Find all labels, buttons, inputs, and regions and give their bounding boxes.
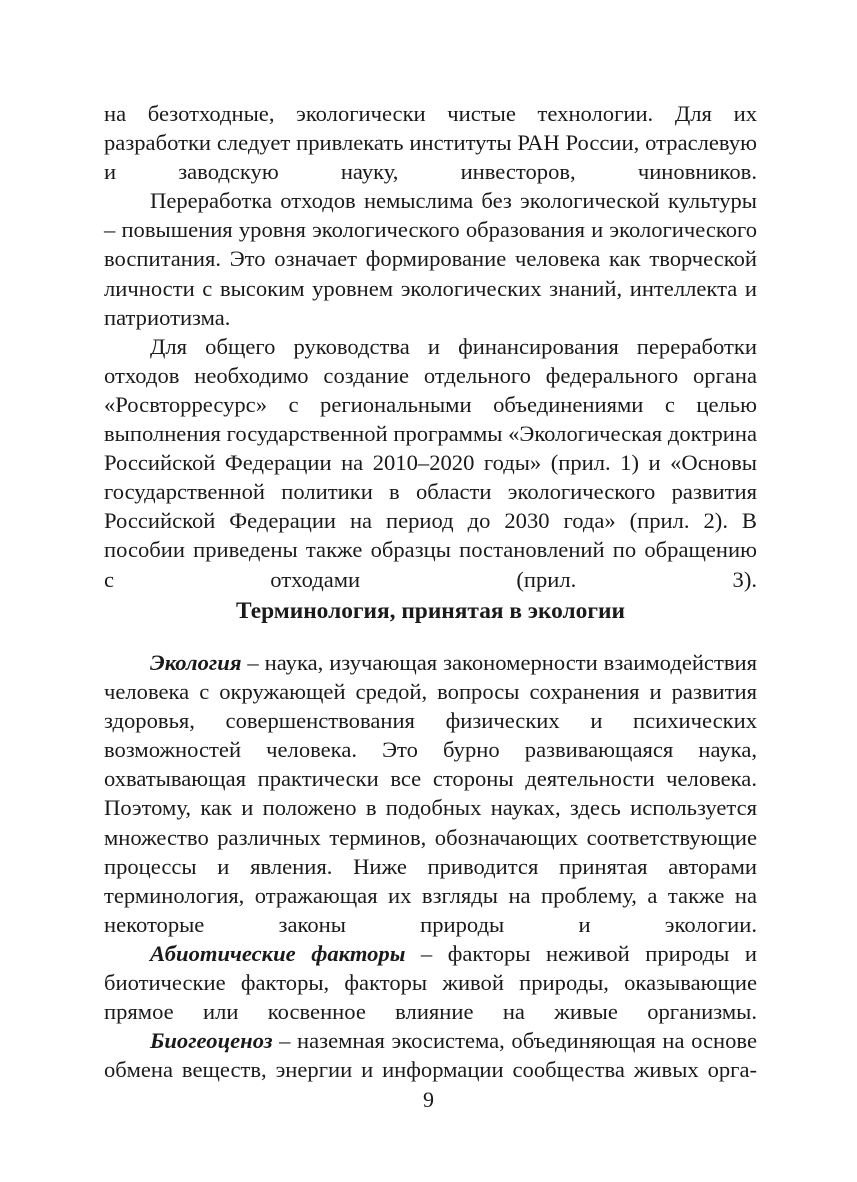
page-number: 9 (423, 1087, 434, 1112)
paragraph-continuation: на безотходные, экологически чистые технологии. Для их разработки следует привлекать институты РАН России, отраслевую и заводскую науку, инвесторов, чиновников. (104, 101, 757, 185)
paragraph-ecology (104, 648, 757, 939)
paragraph-abiotic (104, 939, 757, 1026)
intro-text (104, 99, 757, 594)
term-ecology: Экология (150, 650, 242, 675)
definition-abiotic (104, 939, 757, 1084)
definition-abiotic-text: – факторы неживой природы и биотические факторы, факторы живой природы, оказывающие прямое или косвенное влияние на живые организмы. (104, 941, 757, 1025)
definition-biogeocenosis-text: – наземная экосистема, объединяющая на основе обмена веществ, энергии и информации сообщества живых орга- (104, 1028, 757, 1083)
section-heading: Терминология, принятая в экологии (236, 598, 625, 624)
paragraph-biogeocenosis (104, 1026, 757, 1084)
term-abiotic-factors: Абиотические факторы (150, 941, 406, 966)
paragraph-federal-body: Для общего руководства и финансирования переработки отходов необходимо создание отдельного федерального органа «Росвторресурс» с региональными объединениями с целью выполнения государственной программы «Экологическая доктрина Российской Федерации на 2010–2020 годы» (прил. 1) и «Основы государственной политики в области экологического развития Российской Федерации на период до 2030 года» (прил. 2). В пособии приведены также образцы постановлений по обращению с отходами (прил. 3). (104, 333, 757, 592)
definition-ecology-text: – наука, изучающая закономерности взаимодействия человека с окружающей средой, вопросы сохранения и развития здоровья, совершенствования физических и психических возможностей человека. Это бурно развивающаяся наука, охватывающая практически все стороны деятельности человека. Поэтому, как и положено в подобных науках, здесь используется множество различных терминов, обозначающих соответствующие процессы и явления. Ниже приводится принятая авторами терминология, отражающая их взгляды на проблему, а также на некоторые законы природы и экологии. (104, 650, 757, 937)
term-biogeocenosis: Биогеоценоз (150, 1028, 273, 1054)
definition-ecology (104, 648, 757, 939)
paragraph-waste-culture: Переработка отходов немыслима без экологической культуры – повышения уровня экологического образования и экологического воспитания. Это означает формирование человека как творческой личности с высоким уровнем экологических знаний, интеллекта и патриотизма. (104, 188, 757, 330)
